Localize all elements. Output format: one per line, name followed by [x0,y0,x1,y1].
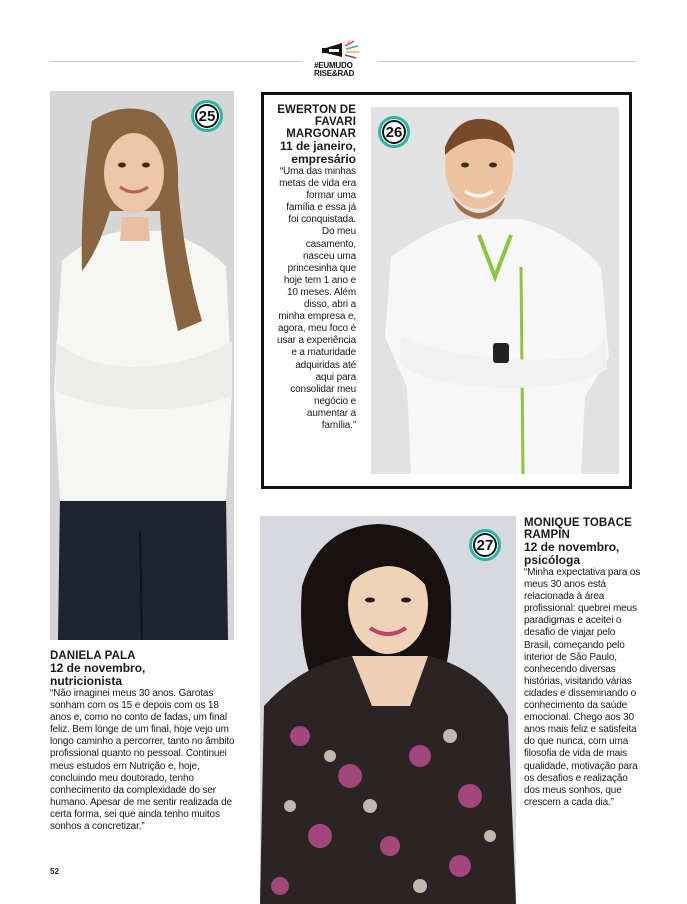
profile-quote: “Uma das minhas metas de vida era formar uma família e essa já foi conquistada. Do meu casamento, nasceu uma princesinha que hoje tem 1 ano e 10 meses. Além disso, abri a minha empresa e, agora, meu foco é usar a experiência e a maturidade adquiridas até aqui para consolidar meu negócio e aumentar a família.” [277,166,357,431]
profile-role: nutricionista [50,673,123,688]
profile-quote: “Minha expectativa para os meus 30 anos está relacionada à área profissional: quebrei meus paradigmas e aceitei o desafio de viajar pelo Brasil, começando pelo interior de São Paulo, conhecendo diversas histórias, visitando várias cidades e disseminando o conhecimento da saúde emocional. Chego aos 30 anos mais feliz e satisfeita do que nunca, com uma filosofia de vida de mais qualidade, motivação para os desafios e realização dos meus sonhos, que crescem a cada dia.” [524,567,641,808]
portrait-illustration [371,107,619,474]
logo-wordmark [314,62,354,78]
header-rule-right [378,61,636,62]
profile-date: 12 de novembro, [524,540,620,554]
magazine-logo [310,38,376,82]
header-rule-left [50,61,302,62]
profile-name: MONIQUE TOBACE RAMPIN [524,517,632,541]
number-badge-25: 25 [191,100,223,132]
profile-text-monique [524,517,644,809]
photo-daniela [50,91,234,640]
profile-date: 12 de novembro, [50,661,146,675]
photo-ewerton [371,107,619,474]
page-number: 52 [50,867,59,876]
profile-text-daniela [50,650,238,833]
profile-name: EWERTON DE FAVARI MARGONAR [277,104,356,140]
number-badge-27: 27 [469,529,501,561]
profile-text-ewerton [277,104,356,432]
portrait-illustration [50,91,234,640]
photo-monique [260,516,516,904]
logo-line-1: #EUMUDO [314,61,353,70]
number-badge-26: 26 [378,116,410,148]
megaphone-icon [320,40,364,60]
profile-role: psicóloga [524,552,581,567]
logo-line-2: RISE&RAD [314,69,355,78]
portrait-illustration [260,516,516,904]
profile-role: empresário [291,151,356,166]
profile-quote: “Não imaginei meus 30 anos. Garotas sonham com os 15 e depois com os 18 anos e, como no conto de fadas, um final feliz. Bem longe de um final, hoje vejo um longo caminho a percorrer, tanto no âmbito profissional quanto no pessoal. Continuei meus estudos em Nutrição e, hoje, concluindo meu doutorado, tenho conhecimento da complexidade do ser humano. Apesar de me sentir realizada de certa forma, sei que ainda tenho muitos sonhos a concretizar.” [50,688,235,833]
profile-name: DANIELA PALA [50,650,136,662]
profile-date: 11 de janeiro, [279,139,356,153]
